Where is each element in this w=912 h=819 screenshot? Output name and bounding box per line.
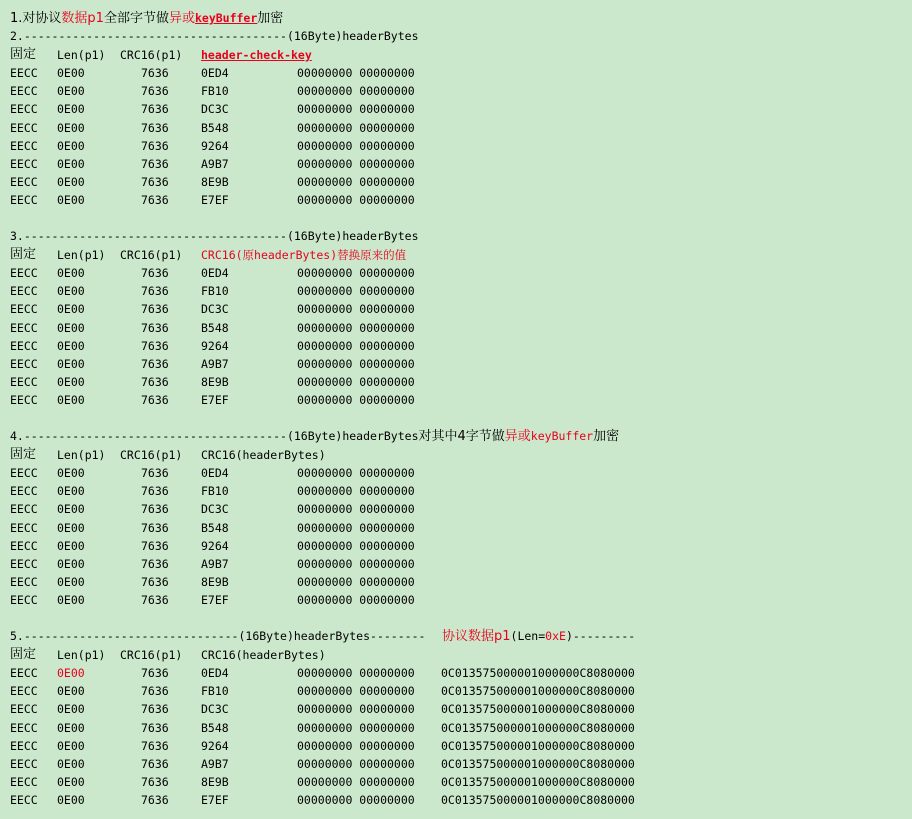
row-pad: 00000000 00000000 <box>297 175 415 190</box>
row-fixed: EECC <box>10 320 38 335</box>
header-key: CRC16(原headerBytes)替换原来的值 <box>201 248 407 262</box>
row-pad: 00000000 00000000 <box>297 702 415 717</box>
row-crc: 7636 <box>141 666 169 680</box>
row-pad: 00000000 00000000 <box>297 393 415 408</box>
row-fixed: EECC <box>10 538 38 553</box>
row-fixed: EECC <box>10 793 38 808</box>
row-pad: 00000000 00000000 <box>297 102 415 117</box>
row-pad: 00000000 00000000 <box>297 593 415 608</box>
row-key: 0ED4 <box>201 466 229 480</box>
row-pad: 00000000 00000000 <box>297 684 415 699</box>
header-crc: CRC16(p1) <box>120 48 183 62</box>
row-crc: 7636 <box>141 738 169 753</box>
row-len: 0E00 <box>57 338 85 353</box>
header-fixed: 固定 <box>10 647 37 662</box>
row-key: E7EF <box>201 393 229 408</box>
row-key: DC3C <box>201 502 229 517</box>
row-key: FB10 <box>201 84 229 99</box>
row-fixed: EECC <box>10 520 38 535</box>
section-3-title: 3.--------------------------------------(16Byte)headerBytes <box>10 229 419 243</box>
row-fixed: EECC <box>10 684 38 699</box>
row-len: 0E00 <box>57 793 85 808</box>
row-crc: 7636 <box>141 320 169 335</box>
row-key: 8E9B <box>201 175 229 190</box>
row-fixed: EECC <box>10 757 38 771</box>
row-pad: 00000000 00000000 <box>297 466 415 480</box>
row-pad: 00000000 00000000 <box>297 538 415 553</box>
row-pad: 00000000 00000000 <box>297 302 415 317</box>
row-len: 0E00 <box>57 102 85 117</box>
row-pad: 00000000 00000000 <box>297 666 415 680</box>
row-fixed: EECC <box>10 775 38 790</box>
row-key: E7EF <box>201 793 229 808</box>
row-fixed: EECC <box>10 466 38 480</box>
row-len: 0E00 <box>57 757 85 771</box>
section-4-title: 4.--------------------------------------(16Byte)headerBytes对其中4字节做异或keyBuffer加密 <box>10 429 620 444</box>
row-data: 0C013575000001000000C8080000 <box>441 684 635 699</box>
row-crc: 7636 <box>141 66 169 80</box>
section-1-title: 1.对协议数据p1全部字节做异或keyBuffer加密 <box>10 11 284 26</box>
row-len: 0E00 <box>57 502 85 517</box>
row-key: 8E9B <box>201 575 229 590</box>
row-crc: 7636 <box>141 120 169 135</box>
row-key: DC3C <box>201 302 229 317</box>
row-len: 0E00 <box>57 520 85 535</box>
row-crc: 7636 <box>141 575 169 590</box>
row-len: 0E00 <box>57 593 85 608</box>
row-key: 0ED4 <box>201 66 229 80</box>
row-data: 0C013575000001000000C8080000 <box>441 793 635 808</box>
header-key: CRC16(headerBytes) <box>201 448 326 462</box>
row-len: 0E00 <box>57 484 85 499</box>
row-fixed: EECC <box>10 193 38 208</box>
header-fixed: 固定 <box>10 247 37 262</box>
row-pad: 00000000 00000000 <box>297 338 415 353</box>
row-crc: 7636 <box>141 557 169 571</box>
row-fixed: EECC <box>10 338 38 353</box>
row-key: DC3C <box>201 102 229 117</box>
row-fixed: EECC <box>10 84 38 99</box>
row-pad: 00000000 00000000 <box>297 720 415 735</box>
header-len: Len(p1) <box>57 648 106 662</box>
row-crc: 7636 <box>141 84 169 99</box>
row-len: 0E00 <box>57 66 85 80</box>
row-crc: 7636 <box>141 393 169 408</box>
row-key: FB10 <box>201 284 229 299</box>
row-crc: 7636 <box>141 538 169 553</box>
row-pad: 00000000 00000000 <box>297 757 415 771</box>
row-key: 8E9B <box>201 375 229 390</box>
row-key: A9B7 <box>201 357 229 371</box>
row-len: 0E00 <box>57 175 85 190</box>
row-len: 0E00 <box>57 738 85 753</box>
row-data: 0C013575000001000000C8080000 <box>441 720 635 735</box>
row-key: B548 <box>201 720 229 735</box>
row-pad: 00000000 00000000 <box>297 793 415 808</box>
row-pad: 00000000 00000000 <box>297 557 415 571</box>
row-pad: 00000000 00000000 <box>297 284 415 299</box>
row-key: A9B7 <box>201 157 229 171</box>
row-len: 0E00 <box>57 302 85 317</box>
row-key: B548 <box>201 320 229 335</box>
row-key: E7EF <box>201 193 229 208</box>
row-crc: 7636 <box>141 720 169 735</box>
row-crc: 7636 <box>141 775 169 790</box>
row-len: 0E00 <box>57 684 85 699</box>
row-crc: 7636 <box>141 484 169 499</box>
row-fixed: EECC <box>10 720 38 735</box>
row-key: B548 <box>201 120 229 135</box>
row-crc: 7636 <box>141 284 169 299</box>
row-key: DC3C <box>201 702 229 717</box>
row-key: E7EF <box>201 593 229 608</box>
row-key: 9264 <box>201 538 229 553</box>
row-pad: 00000000 00000000 <box>297 575 415 590</box>
row-len: 0E00 <box>57 138 85 153</box>
row-fixed: EECC <box>10 284 38 299</box>
row-len: 0E00 <box>57 84 85 99</box>
row-len: 0E00 <box>57 466 85 480</box>
row-pad: 00000000 00000000 <box>297 266 415 280</box>
row-len: 0E00 <box>57 393 85 408</box>
row-key: 9264 <box>201 738 229 753</box>
row-pad: 00000000 00000000 <box>297 375 415 390</box>
row-crc: 7636 <box>141 193 169 208</box>
row-key: 0ED4 <box>201 266 229 280</box>
header-len: Len(p1) <box>57 248 106 262</box>
row-fixed: EECC <box>10 575 38 590</box>
row-len: 0E00 <box>57 775 85 790</box>
row-len: 0E00 <box>57 538 85 553</box>
row-pad: 00000000 00000000 <box>297 157 415 171</box>
row-pad: 00000000 00000000 <box>297 84 415 99</box>
row-key: FB10 <box>201 484 229 499</box>
row-key: 9264 <box>201 138 229 153</box>
row-crc: 7636 <box>141 593 169 608</box>
row-fixed: EECC <box>10 484 38 499</box>
row-len: 0E00 <box>57 702 85 717</box>
row-fixed: EECC <box>10 102 38 117</box>
row-key: FB10 <box>201 684 229 699</box>
row-fixed: EECC <box>10 66 38 80</box>
row-pad: 00000000 00000000 <box>297 520 415 535</box>
row-crc: 7636 <box>141 502 169 517</box>
header-len: Len(p1) <box>57 48 106 62</box>
row-crc: 7636 <box>141 338 169 353</box>
row-len: 0E00 <box>57 575 85 590</box>
row-crc: 7636 <box>141 520 169 535</box>
row-len: 0E00 <box>57 557 85 571</box>
row-len: 0E00 <box>57 284 85 299</box>
row-fixed: EECC <box>10 702 38 717</box>
row-fixed: EECC <box>10 120 38 135</box>
row-key: 0ED4 <box>201 666 229 680</box>
row-len: 0E00 <box>57 320 85 335</box>
row-len: 0E00 <box>57 720 85 735</box>
row-fixed: EECC <box>10 666 38 680</box>
row-fixed: EECC <box>10 175 38 190</box>
row-data: 0C013575000001000000C8080000 <box>441 738 635 753</box>
row-crc: 7636 <box>141 302 169 317</box>
row-crc: 7636 <box>141 375 169 390</box>
row-fixed: EECC <box>10 138 38 153</box>
row-crc: 7636 <box>141 175 169 190</box>
row-pad: 00000000 00000000 <box>297 138 415 153</box>
row-crc: 7636 <box>141 757 169 771</box>
row-crc: 7636 <box>141 157 169 171</box>
row-crc: 7636 <box>141 793 169 808</box>
row-data: 0C013575000001000000C8080000 <box>441 757 635 771</box>
section-2-title: 2.--------------------------------------(16Byte)headerBytes <box>10 29 419 43</box>
row-crc: 7636 <box>141 702 169 717</box>
header-fixed: 固定 <box>10 447 37 462</box>
row-crc: 7636 <box>141 266 169 280</box>
row-key: 8E9B <box>201 775 229 790</box>
row-fixed: EECC <box>10 375 38 390</box>
row-pad: 00000000 00000000 <box>297 120 415 135</box>
row-crc: 7636 <box>141 357 169 371</box>
row-pad: 00000000 00000000 <box>297 193 415 208</box>
header-crc: CRC16(p1) <box>120 648 183 662</box>
header-len: Len(p1) <box>57 448 106 462</box>
row-len: 0E00 <box>57 375 85 390</box>
row-len: 0E00 <box>57 666 85 680</box>
row-pad: 00000000 00000000 <box>297 502 415 517</box>
row-crc: 7636 <box>141 466 169 480</box>
row-fixed: EECC <box>10 557 38 571</box>
row-crc: 7636 <box>141 138 169 153</box>
row-data: 0C013575000001000000C8080000 <box>441 775 635 790</box>
row-len: 0E00 <box>57 193 85 208</box>
row-len: 0E00 <box>57 266 85 280</box>
row-pad: 00000000 00000000 <box>297 320 415 335</box>
row-fixed: EECC <box>10 266 38 280</box>
row-data: 0C013575000001000000C8080000 <box>441 702 635 717</box>
header-crc: CRC16(p1) <box>120 448 183 462</box>
row-pad: 00000000 00000000 <box>297 738 415 753</box>
row-key: B548 <box>201 520 229 535</box>
row-key: 9264 <box>201 338 229 353</box>
row-len: 0E00 <box>57 357 85 371</box>
row-data: 0C013575000001000000C8080000 <box>441 666 635 680</box>
row-key: A9B7 <box>201 557 229 571</box>
row-pad: 00000000 00000000 <box>297 357 415 371</box>
section-5-title: 5.-------------------------------(16Byte)headerBytes-------- 协议数据p1(Len=0xE)--------- <box>10 629 636 644</box>
row-pad: 00000000 00000000 <box>297 484 415 499</box>
header-key: header-check-key <box>201 48 312 62</box>
row-fixed: EECC <box>10 357 38 371</box>
header-key: CRC16(headerBytes) <box>201 648 326 662</box>
row-fixed: EECC <box>10 593 38 608</box>
row-fixed: EECC <box>10 502 38 517</box>
row-crc: 7636 <box>141 684 169 699</box>
row-pad: 00000000 00000000 <box>297 775 415 790</box>
row-fixed: EECC <box>10 738 38 753</box>
row-len: 0E00 <box>57 157 85 171</box>
row-fixed: EECC <box>10 393 38 408</box>
row-key: A9B7 <box>201 757 229 771</box>
row-crc: 7636 <box>141 102 169 117</box>
row-fixed: EECC <box>10 302 38 317</box>
row-pad: 00000000 00000000 <box>297 66 415 80</box>
header-fixed: 固定 <box>10 47 37 62</box>
row-len: 0E00 <box>57 120 85 135</box>
header-crc: CRC16(p1) <box>120 248 183 262</box>
row-fixed: EECC <box>10 157 38 171</box>
